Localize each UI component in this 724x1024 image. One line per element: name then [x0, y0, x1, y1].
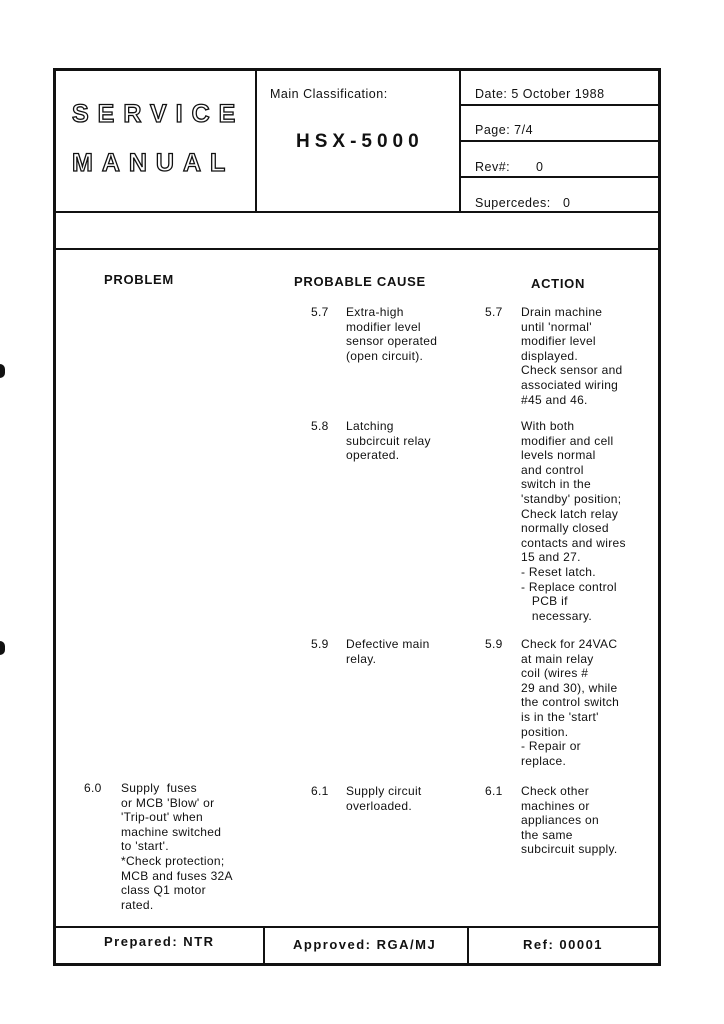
- header-cell-divider: [460, 176, 661, 178]
- binder-hole-mark: [0, 641, 5, 655]
- logo-service: SERVICE: [72, 100, 245, 128]
- header-divider: [53, 211, 661, 213]
- cause-text: Defective main relay.: [346, 637, 430, 666]
- model-number: HSX-5000: [296, 131, 424, 152]
- cause-number: 6.1: [311, 784, 329, 798]
- problem-number: 6.0: [84, 781, 102, 795]
- cause-text: Supply circuit overloaded.: [346, 784, 422, 813]
- rev-value: 0: [536, 160, 544, 174]
- action-text: Check for 24VAC at main relay coil (wires # 29 and 30), while the control switch is in the 'start' position. - Repair or replace.: [521, 637, 620, 768]
- column-heading-cause: PROBABLE CAUSE: [294, 274, 426, 289]
- supercedes-label: Supercedes:: [475, 196, 551, 210]
- page-field: Page: 7/4: [475, 123, 534, 137]
- supercedes-value: 0: [563, 196, 571, 210]
- cause-text: Extra-high modifier level sensor operated (open circuit).: [346, 305, 438, 363]
- approved-by: Approved: RGA/MJ: [293, 937, 437, 952]
- column-heading-problem: PROBLEM: [104, 272, 174, 287]
- header-cell-divider: [460, 104, 661, 106]
- action-number: 6.1: [485, 784, 503, 798]
- binder-hole-mark: [0, 364, 5, 378]
- action-text: Check other machines or appliances on the same subcircuit supply.: [521, 784, 618, 857]
- cause-number: 5.8: [311, 419, 329, 433]
- action-text: With both modifier and cell levels normal and control switch in the 'standby' position; Check latch relay normally closed contacts and wires 15 and 27. - Reset latch. - Replace control PCB if necessary.: [521, 419, 626, 623]
- date-field: Date: 5 October 1988: [475, 87, 605, 101]
- header-cell-divider: [460, 140, 661, 142]
- prepared-by: Prepared: NTR: [104, 934, 215, 949]
- logo-manual: MANUAL: [72, 149, 235, 177]
- footer-divider: [53, 926, 661, 928]
- footer-col-divider: [467, 926, 469, 966]
- action-number: 5.9: [485, 637, 503, 651]
- footer-col-divider: [263, 926, 265, 966]
- action-text: Drain machine until 'normal' modifier level displayed. Check sensor and associated wiring #45 and 46.: [521, 305, 623, 407]
- action-number: 5.7: [485, 305, 503, 319]
- main-classification-label: Main Classification:: [270, 87, 388, 101]
- subheader-divider: [53, 248, 661, 250]
- column-heading-action: ACTION: [531, 276, 586, 291]
- reference-number: Ref: 00001: [523, 937, 604, 952]
- cause-number: 5.7: [311, 305, 329, 319]
- header-col-divider: [255, 68, 257, 212]
- cause-text: Latching subcircuit relay operated.: [346, 419, 431, 463]
- cause-number: 5.9: [311, 637, 329, 651]
- problem-text: Supply fuses or MCB 'Blow' or 'Trip-out' when machine switched to 'start'. *Check protection; MCB and fuses 32A class Q1 motor rated.: [121, 781, 233, 912]
- rev-label: Rev#:: [475, 160, 511, 174]
